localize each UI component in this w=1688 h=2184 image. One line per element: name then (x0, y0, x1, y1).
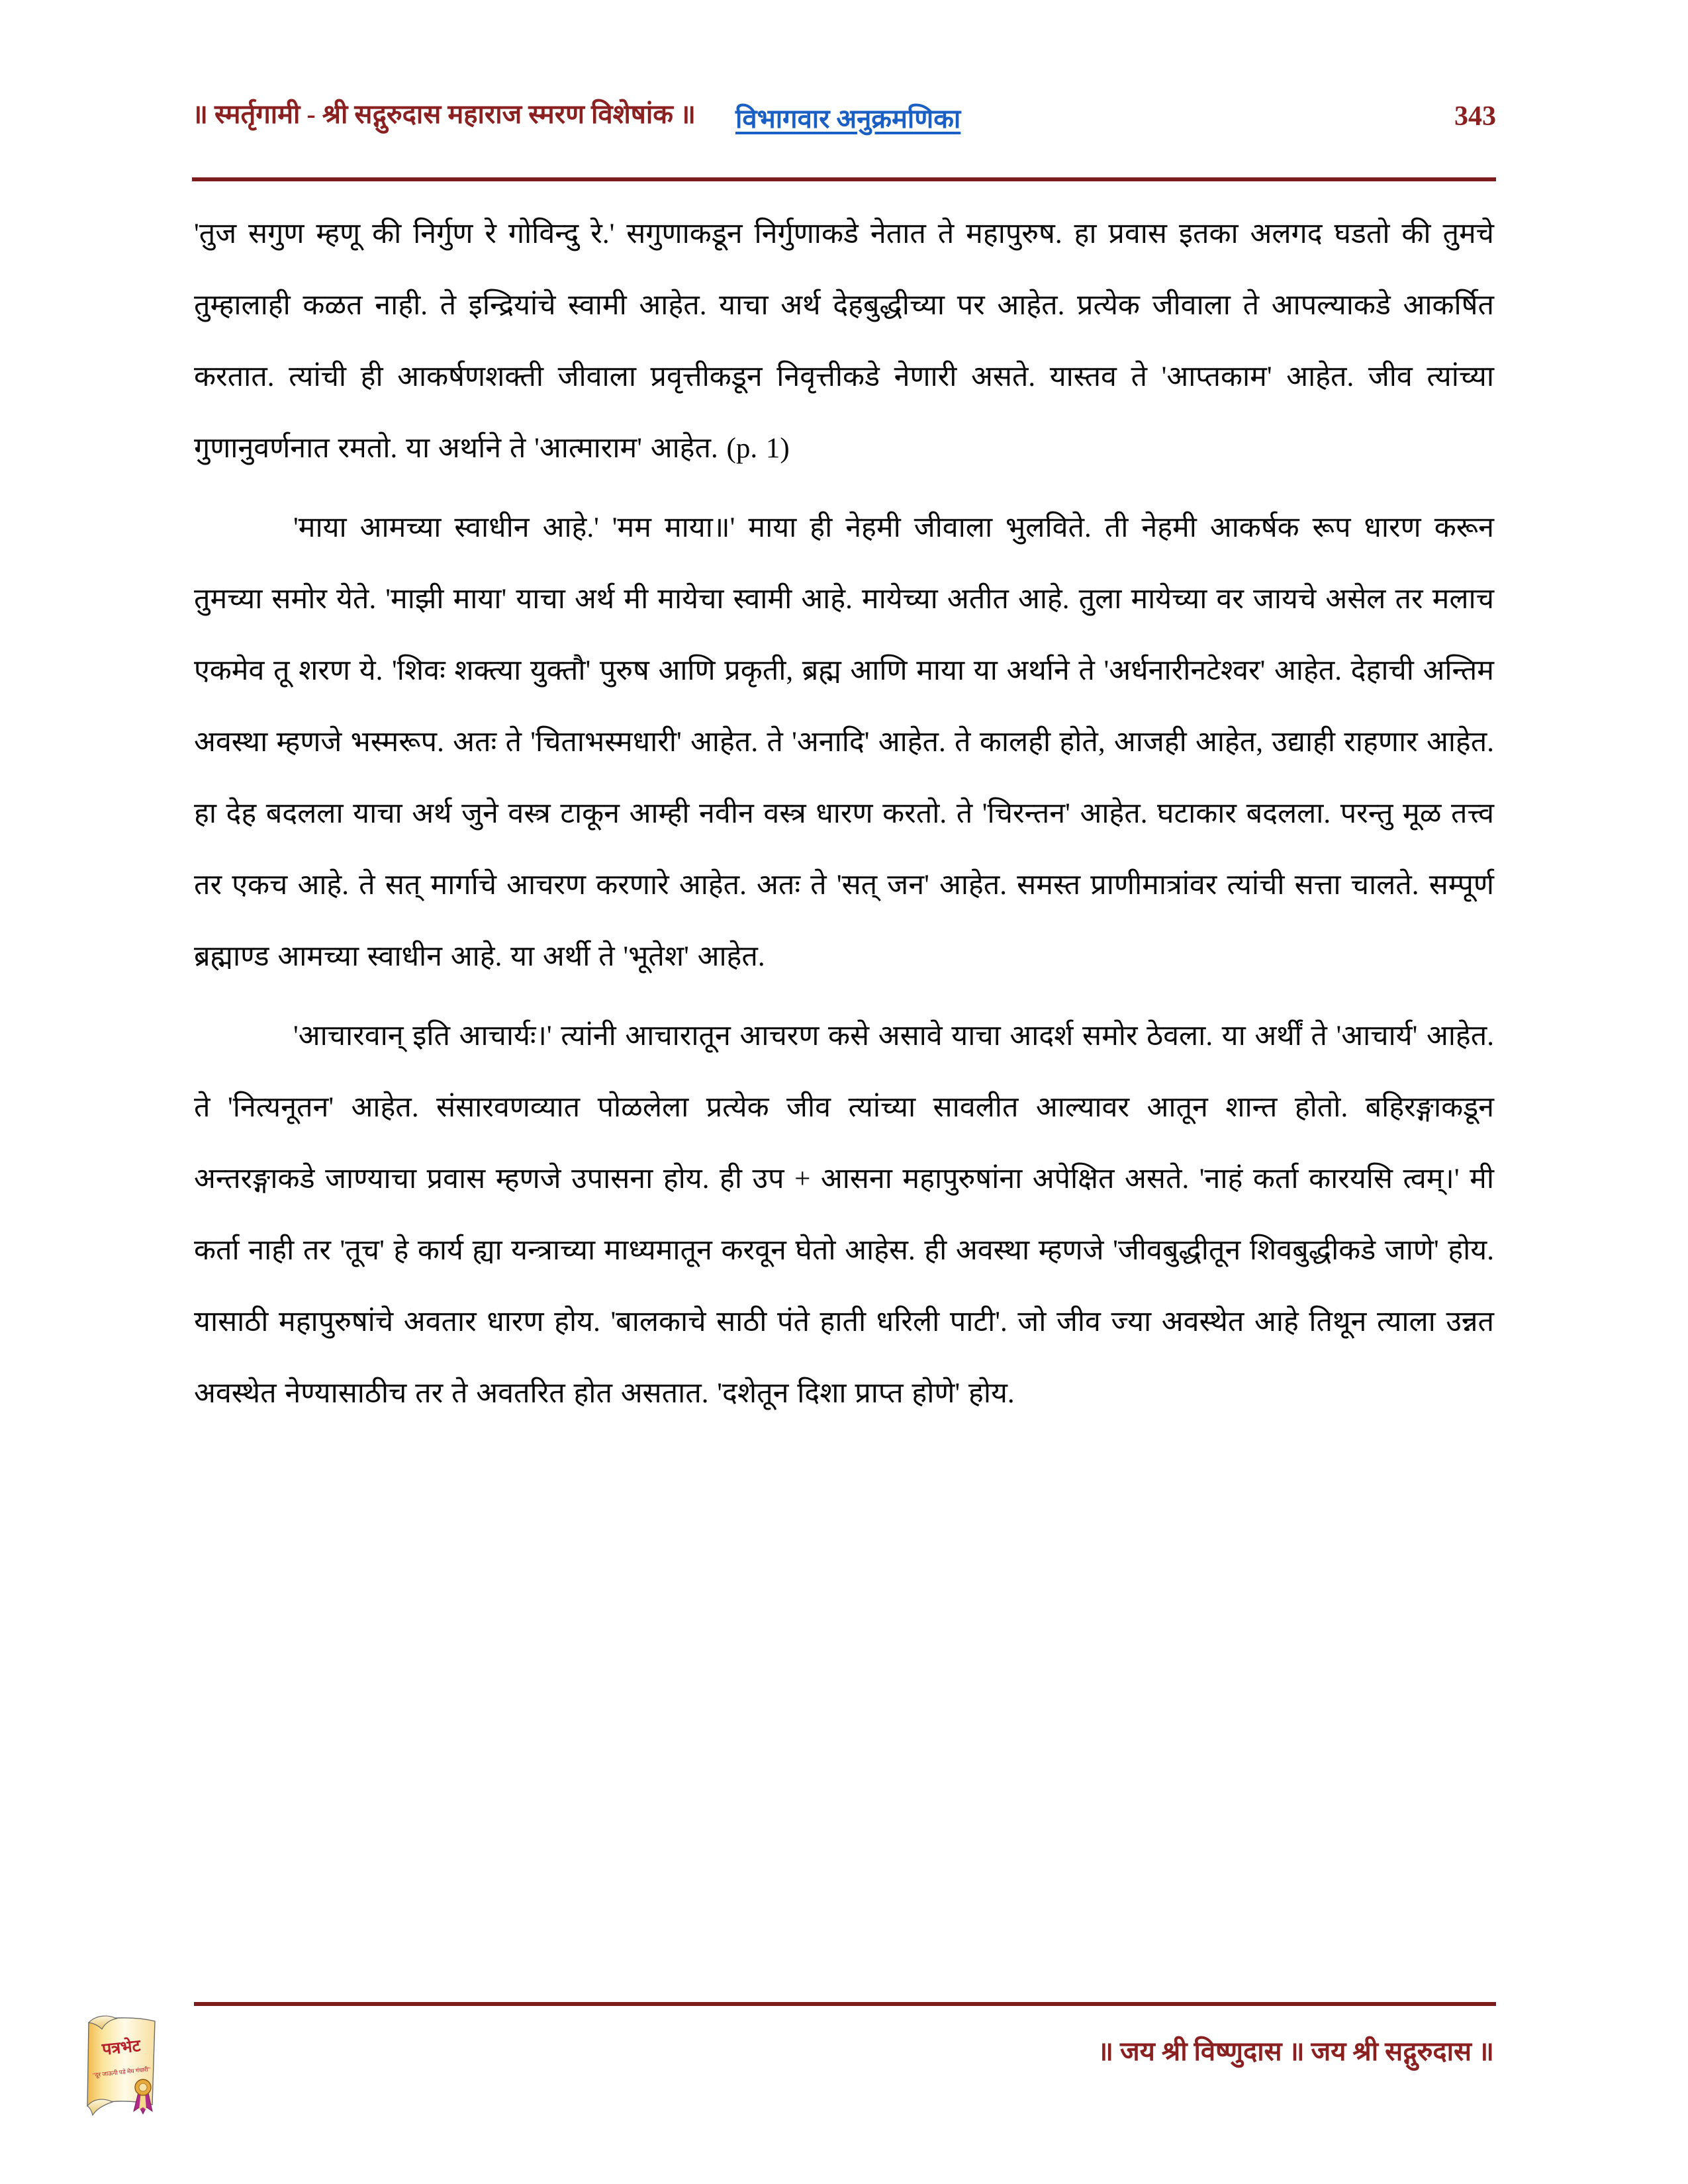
body-content (194, 199, 1494, 1430)
footer-blessing: ॥ जय श्री विष्णुदास ॥ जय श्री सद्गुरुदास ॥ (1098, 2036, 1494, 2066)
header-divider (192, 177, 1496, 181)
svg-text:"दूर जाऊनी पडे मेघ गंधारी": "दूर जाऊनी पडे मेघ गंधारी" (92, 2066, 151, 2079)
patrabhet-scroll-logo[interactable] (78, 2012, 164, 2128)
svg-text:पत्रभेट: पत्रभेट (101, 2037, 142, 2060)
page-header (192, 99, 1496, 152)
index-link[interactable]: विभागवार अनुक्रमणिका (735, 104, 961, 134)
paragraph: 'तुज सगुण म्हणू की निर्गुण रे गोविन्दु रे.' सगुणाकडून निर्गुणाकडे नेतात ते महापुरुष. हा प्रवास इतका अलगद घडतो की तुमचे तुम्हालाही कळत नाही. ते इन्द्रियांचे स्वामी आहेत. याचा अर्थ देहबुद्धीच्या पर आहेत. प्रत्येक जीवाला ते आपल्याकडे आकर्षित करतात. त्यांची ही आकर्षणशक्ती जीवाला प्रवृत्तीकडून निवृत्तीकडे नेणारी असते. यास्तव ते 'आप्तकाम' आहेत. जीव त्यांच्या गुणानुवर्णनात रमतो. या अर्थाने ते 'आत्माराम' आहेत. (p. 1) (194, 218, 1494, 464)
footer-divider (194, 2002, 1496, 2006)
header-title: ॥ स्मर्तृगामी - श्री सद्गुरुदास महाराज स्मरण विशेषांक ॥ (192, 99, 696, 129)
paragraph: 'माया आमच्या स्वाधीन आहे.' 'मम माया॥' माया ही नेहमी जीवाला भुलविते. ती नेहमी आकर्षक रूप धारण करून तुमच्या समोर येते. 'माझी माया' याचा अर्थ मी मायेचा स्वामी आहे. मायेच्या अतीत आहे. तुला मायेच्या वर जायचे असेल तर मलाच एकमेव तू शरण ये. 'शिवः शक्त्या युक्तौ' पुरुष आणि प्रकृती, ब्रह्म आणि माया या अर्थाने ते 'अर्धनारीनटेश्वर' आहेत. देहाची अन्तिम अवस्था म्हणजे भस्मरूप. अतः ते 'चिताभस्मधारी' आहेत. ते 'अनादि' आहेत. ते कालही होते, आजही आहेत, उद्याही राहणार आहेत. हा देह बदलला याचा अर्थ जुने वस्त्र टाकून आम्ही नवीन वस्त्र धारण करतो. ते 'चिरन्तन' आहेत. घटाकार बदलला. परन्तु मूळ तत्त्व तर एकच आहे. ते सत् मार्गाचे आचरण करणारे आहेत. अतः ते 'सत् जन' आहेत. समस्त प्राणीमात्रांवर त्यांची सत्ता चालते. सम्पूर्ण ब्रह्माण्ड आमच्या स्वाधीन आहे. या अर्थी ते 'भूतेश' आहेत. (194, 512, 1494, 972)
paragraph: 'आचारवान् इति आचार्यः।' त्यांनी आचारातून आचरण कसे असावे याचा आदर्श समोर ठेवला. या अर्थीं ते 'आचार्य' आहेत. ते 'नित्यनूतन' आहेत. संसारवणव्यात पोळलेला प्रत्येक जीव त्यांच्या सावलीत आल्यावर आतून शान्त होतो. बहिरङ्गाकडून अन्तरङ्गाकडे जाण्याचा प्रवास म्हणजे उपासना होय. ही उप + आसना महापुरुषांना अपेक्षित असते. 'नाहं कर्ता कारयसि त्वम्।' मी कर्ता नाही तर 'तूच' हे कार्य ह्या यन्त्राच्या माध्यमातून करवून घेतो आहेस. ही अवस्था म्हणजे 'जीवबुद्धीतून शिवबुद्धीकडे जाणे' होय. यासाठी महापुरुषांचे अवतार धारण होय. 'बालकाचे साठी पंते हाती धरिली पाटी'. जो जीव ज्या अवस्थेत आहे तिथून त्याला उन्नत अवस्थेत नेण्यासाठीच तर ते अवतरित होत असतात. 'दशेतून दिशा प्राप्त होणे' होय. (194, 1021, 1494, 1409)
page-number: 343 (1454, 101, 1496, 132)
scroll-icon (78, 2012, 164, 2128)
